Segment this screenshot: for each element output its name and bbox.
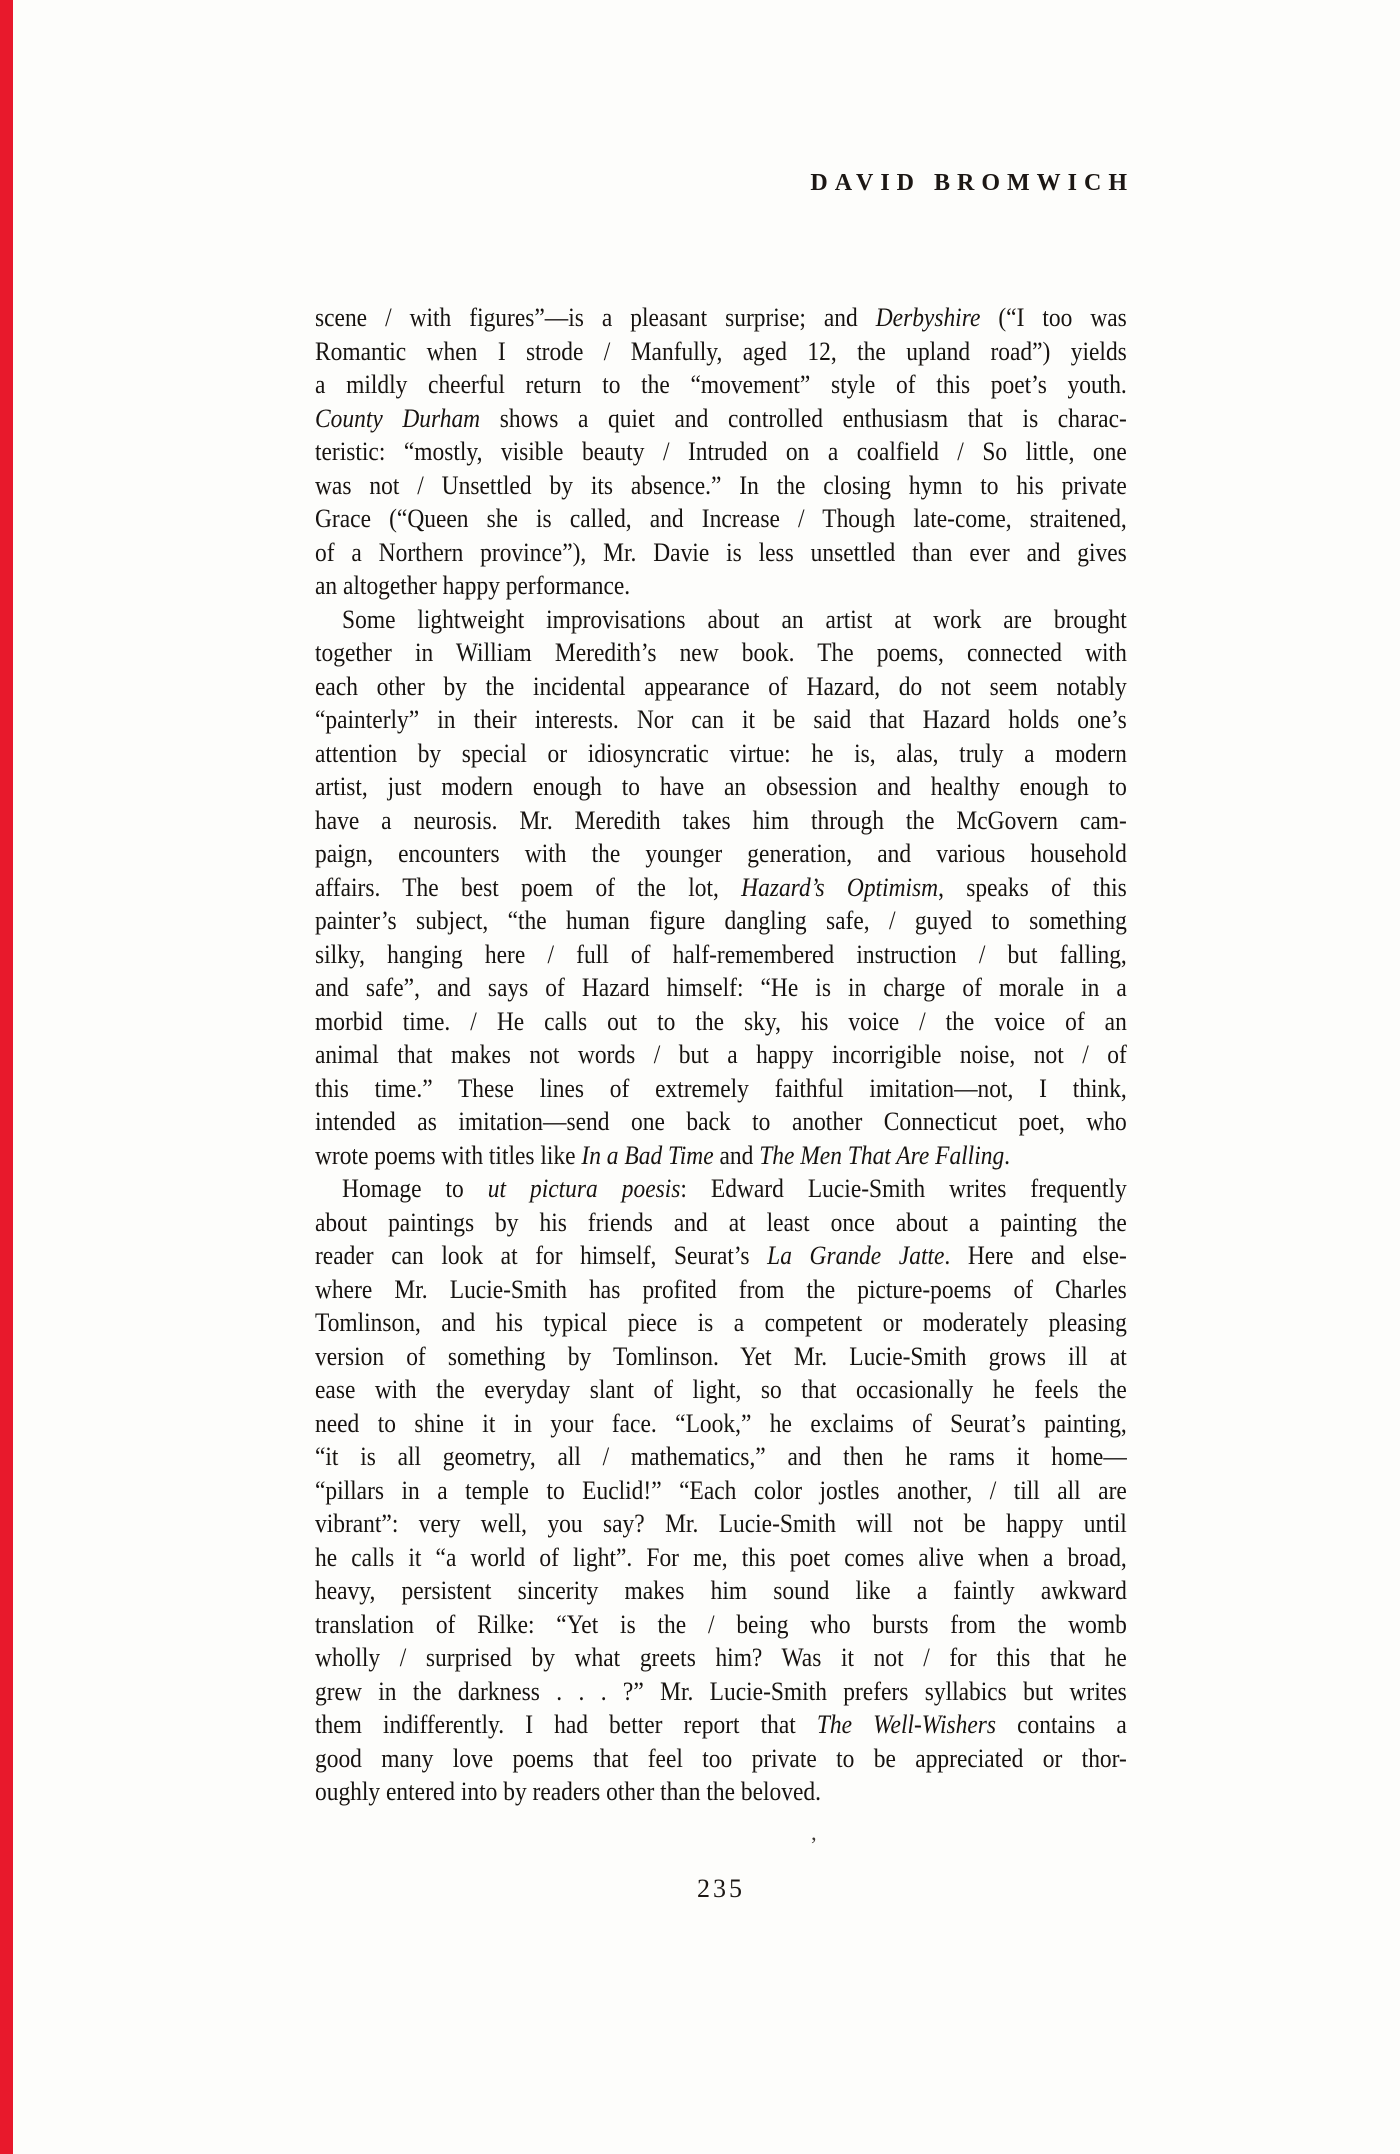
text-line: “painterly” in their interests. Nor can it be said that Hazard holds one’s — [315, 705, 1127, 734]
text-line: oughly entered into by readers other than the beloved. — [315, 1777, 822, 1806]
text-line: where Mr. Lucie-Smith has profited from the picture-poems of Charles — [315, 1274, 1127, 1304]
text-line: grew in the darkness . . . ?” Mr. Lucie-Smith prefers syllabics but writes — [315, 1676, 1127, 1706]
text-line: was not / Unsettled by its absence.” In the closing hymn to his private — [315, 470, 1127, 500]
text-line: animal that makes not words / but a happy incorrigible noise, not / of — [315, 1040, 1127, 1069]
text-line: Homage to ut pictura poesis: Edward Lucie-Smith writes frequently — [342, 1174, 1127, 1203]
text-line: reader can look at for himself, Seurat’s La Grande Jatte. Here and else- — [315, 1241, 1127, 1270]
text-line: vibrant”: very well, you say? Mr. Lucie-Smith will not be happy until — [315, 1509, 1127, 1538]
text-line: he calls it “a world of light”. For me, this poet comes alive when a broad, — [315, 1542, 1127, 1572]
text-line: Some lightweight improvisations about an artist at work are brought — [342, 604, 1127, 634]
text-line: Tomlinson, and his typical piece is a competent or moderately pleasing — [315, 1308, 1127, 1337]
page-number: 235 — [697, 1874, 745, 1903]
text-line: paign, encounters with the younger generation, and various household — [315, 839, 1127, 868]
text-line: and safe”, and says of Hazard himself: “He is in charge of morale in a — [315, 973, 1127, 1002]
running-header — [315, 170, 1134, 197]
running-header-text: DAVID BROMWICH — [810, 170, 1134, 196]
text-line: “pillars in a temple to Euclid!” “Each color jostles another, / till all are — [315, 1475, 1127, 1505]
text-line: intended as imitation—send one back to another Connecticut poet, who — [315, 1107, 1127, 1136]
text-line: attention by special or idiosyncratic virtue: he is, alas, truly a modern — [315, 738, 1127, 768]
text-line: morbid time. / He calls out to the sky, his voice / the voice of an — [315, 1006, 1127, 1036]
text-line: translation of Rilke: “Yet is the / being who bursts from the womb — [315, 1609, 1127, 1639]
text-line: Grace (“Queen she is called, and Increase / Though late-come, straitened, — [315, 504, 1127, 533]
text-line: scene / with figures”—is a pleasant surprise; and Derbyshire (“I too was — [315, 303, 1127, 332]
text-line: Romantic when I strode / Manfully, aged 12, the upland road”) yields — [315, 336, 1127, 366]
text-line: teristic: “mostly, visible beauty / Intruded on a coalfield / So little, one — [315, 437, 1127, 466]
text-line: of a Northern province”), Mr. Davie is less unsettled than ever and gives — [315, 537, 1127, 567]
text-line: each other by the incidental appearance of Hazard, do not seem notably — [315, 671, 1127, 701]
text-line: wrote poems with titles like In a Bad Time and The Men That Are Falling. — [315, 1140, 1011, 1170]
text-line: them indifferently. I had better report that The Well-Wishers contains a — [315, 1710, 1127, 1739]
text-line: about paintings by his friends and at least once about a painting the — [315, 1207, 1127, 1237]
paragraph — [315, 603, 1127, 1173]
text-line: together in William Meredith’s new book. The poems, connected with — [315, 638, 1127, 667]
paragraph — [315, 1172, 1127, 1809]
paragraph — [315, 301, 1127, 603]
text-line: a mildly cheerful return to the “movement” style of this poet’s youth. — [315, 370, 1127, 399]
scan-artifact-mark: ’ — [810, 1832, 818, 1857]
text-line: silky, hanging here / full of half-remembered instruction / but falling, — [315, 939, 1127, 969]
text-line: “it is all geometry, all / mathematics,” and then he rams it home— — [315, 1442, 1127, 1471]
text-line: ease with the everyday slant of light, so that occasionally he feels the — [315, 1375, 1127, 1404]
text-line: wholly / surprised by what greets him? Was it not / for this that he — [315, 1643, 1127, 1672]
text-line: artist, just modern enough to have an obsession and healthy enough to — [315, 772, 1127, 801]
text-line: an altogether happy performance. — [315, 571, 631, 600]
red-edge-strip — [0, 0, 13, 2154]
text-line: good many love poems that feel too private to be appreciated or thor- — [315, 1743, 1127, 1773]
text-line: version of something by Tomlinson. Yet Mr. Lucie-Smith grows ill at — [315, 1341, 1127, 1371]
text-line: painter’s subject, “the human figure dangling safe, / guyed to something — [315, 906, 1127, 935]
text-line: County Durham shows a quiet and controlled enthusiasm that is charac- — [315, 403, 1127, 433]
text-line: need to shine it in your face. “Look,” he exclaims of Seurat’s painting, — [315, 1408, 1127, 1438]
text-block — [315, 301, 1127, 1809]
text-line: this time.” These lines of extremely faithful imitation—not, I think, — [315, 1073, 1127, 1103]
text-line: affairs. The best poem of the lot, Hazard’s Optimism, speaks of this — [315, 872, 1127, 902]
text-line: have a neurosis. Mr. Meredith takes him through the McGovern cam- — [315, 805, 1127, 835]
text-line: heavy, persistent sincerity makes him sound like a faintly awkward — [315, 1576, 1127, 1605]
